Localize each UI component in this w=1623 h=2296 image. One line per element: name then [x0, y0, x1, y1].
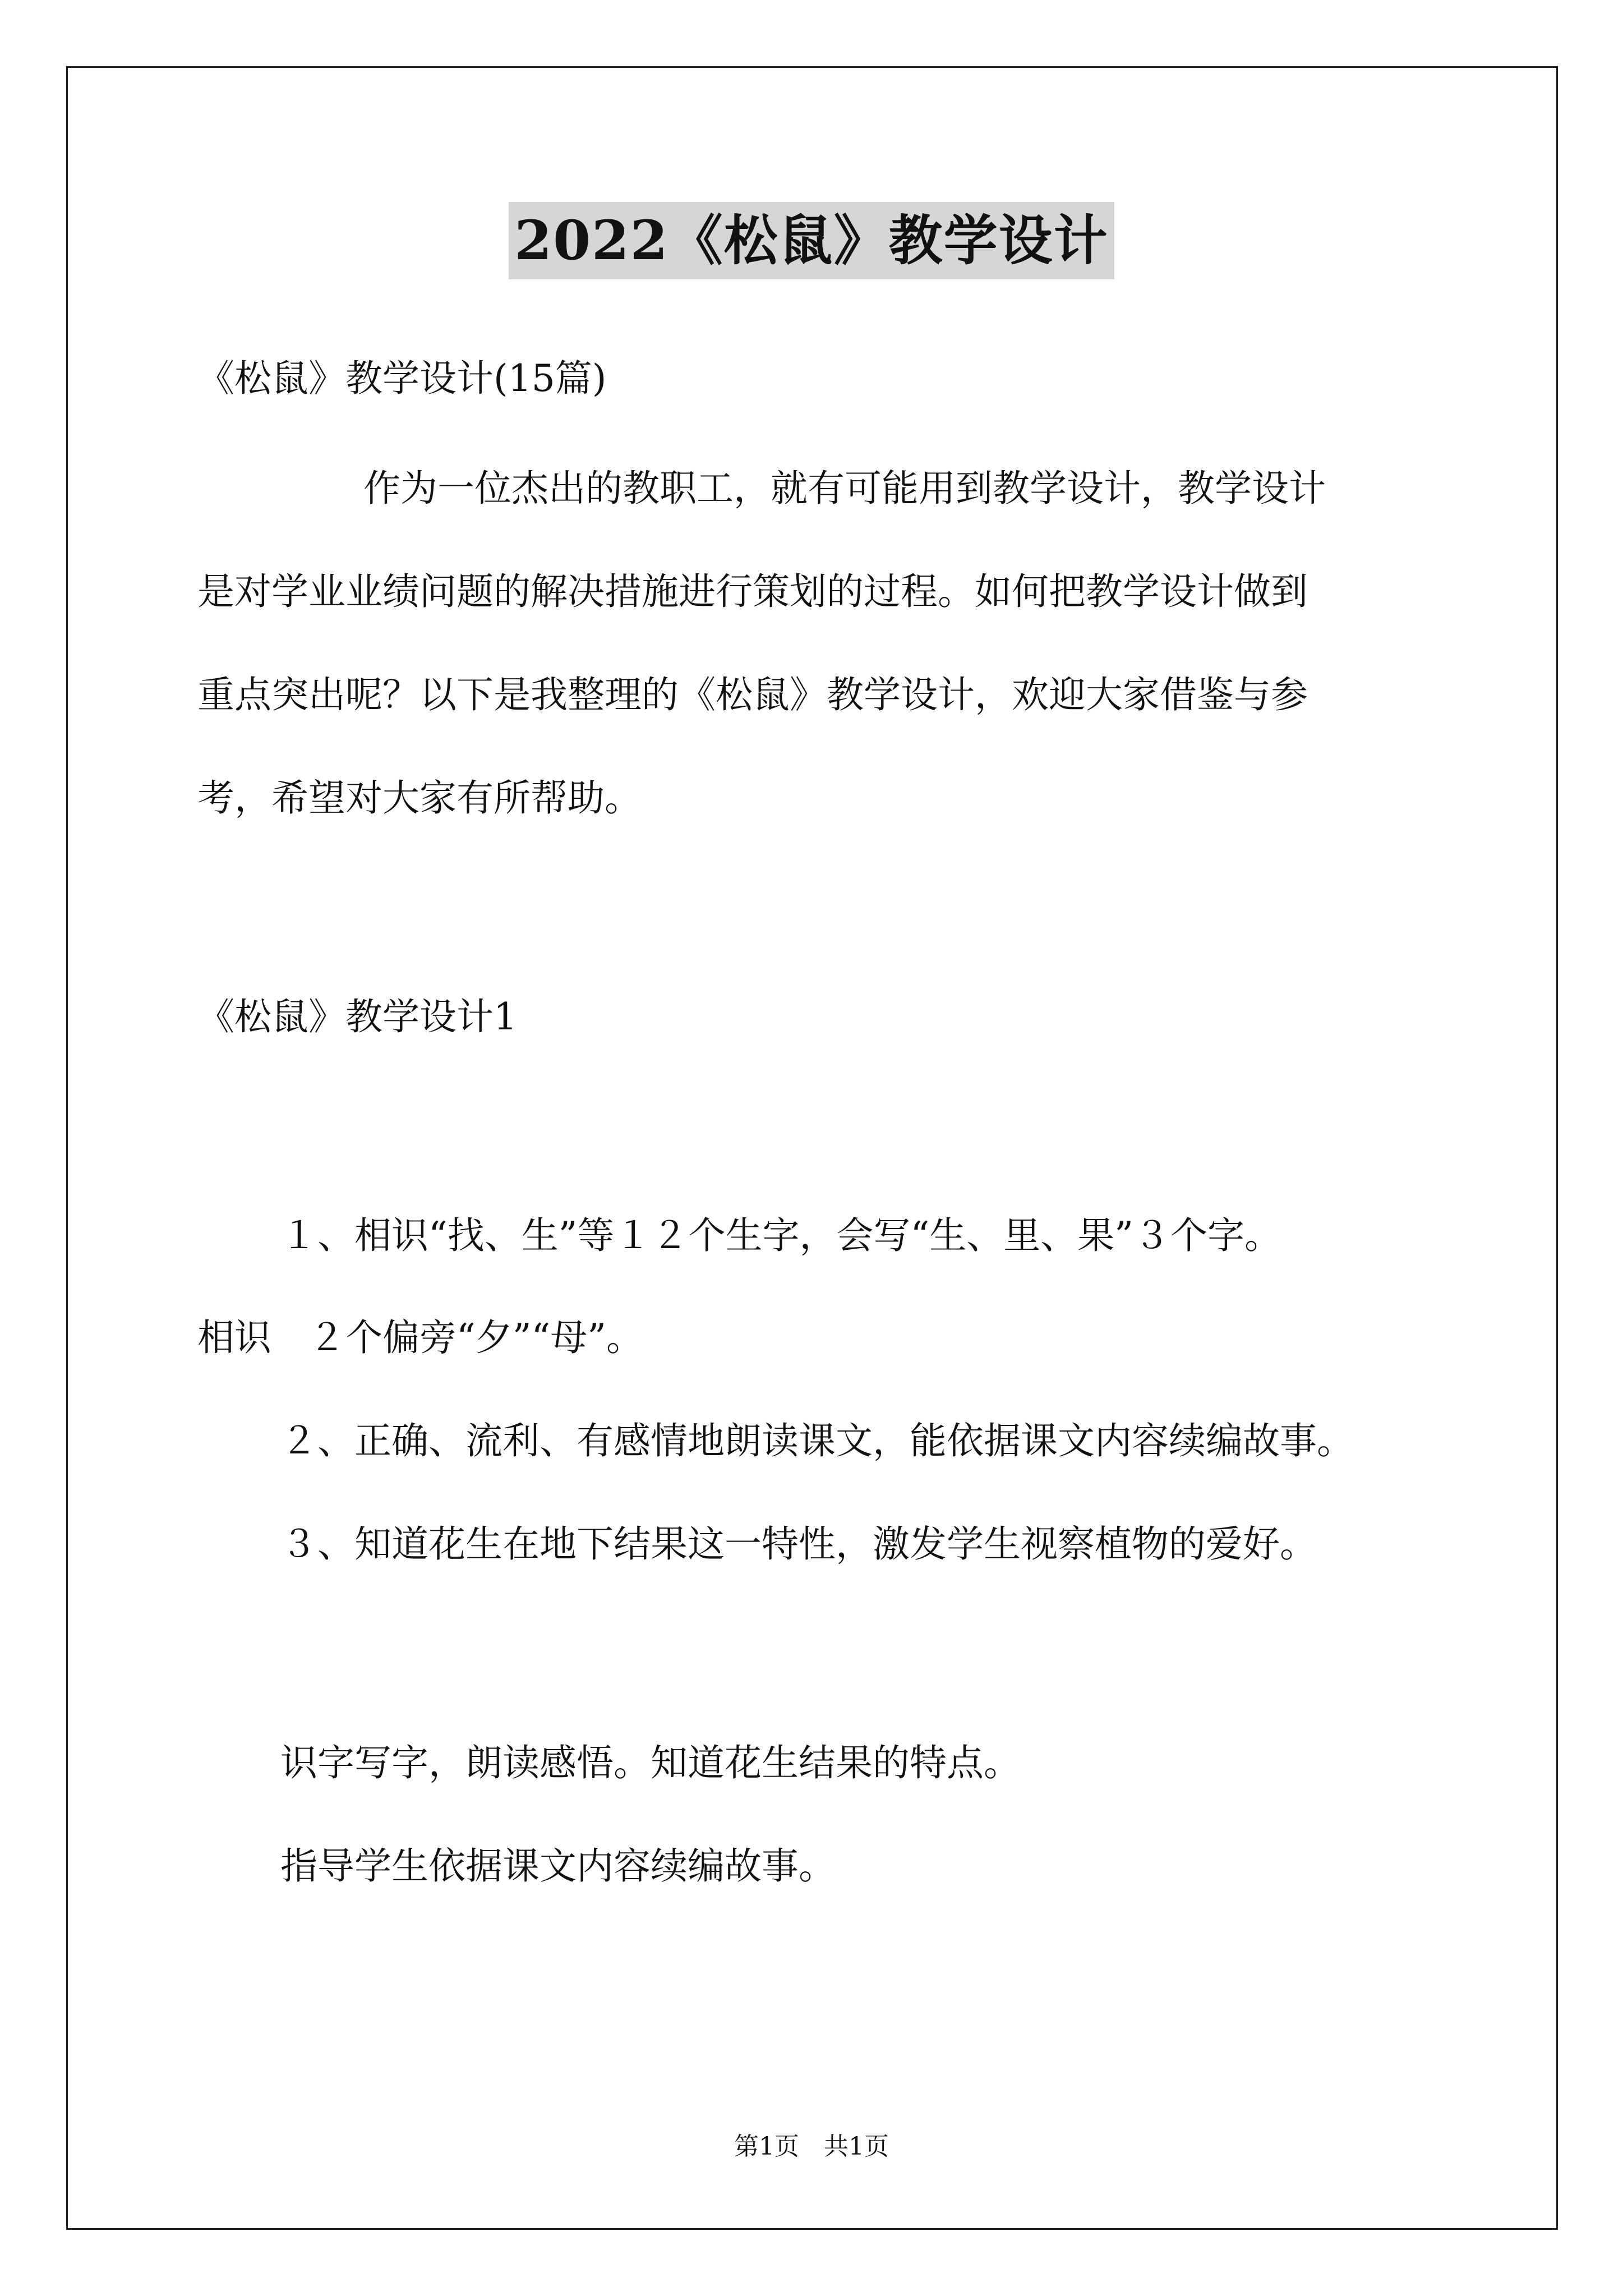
- intro-line-2: 是对学业业绩问题的解决措施进行策划的过程。如何把教学设计做到: [197, 570, 1308, 613]
- goal-line-1: １、相识“找、生”等１２个生字，会写“生、里、果”３个字。: [280, 1214, 1281, 1257]
- goal-line-4: ３、知道花生在地下结果这一特性，激发学生视察植物的爱好。: [280, 1522, 1317, 1566]
- document-title: 2022《松鼠》教学设计: [509, 202, 1114, 279]
- goal-line-3: ２、正确、流利、有感情地朗读课文，能依据课文内容续编故事。: [280, 1419, 1354, 1462]
- intro-line-3: 重点突出呢？以下是我整理的《松鼠》教学设计，欢迎大家借鉴与参: [197, 673, 1308, 716]
- goal-line-2: 相识 ２个偏旁“夕”“母”。: [197, 1316, 643, 1359]
- key-point-1: 识字写字，朗读感悟。知道花生结果的特点。: [280, 1741, 1021, 1784]
- intro-line-4: 考，希望对大家有所帮助。: [197, 776, 642, 820]
- intro-line-1: 作为一位杰出的教职工，就有可能用到教学设计，教学设计: [363, 467, 1326, 510]
- section-heading: 《松鼠》教学设计1: [197, 995, 517, 1038]
- key-point-2: 指导学生依据课文内容续编故事。: [280, 1844, 836, 1888]
- page-footer: 第1页 共1页: [734, 2132, 889, 2161]
- title-block: [0, 202, 1623, 279]
- document-subtitle: 《松鼠》教学设计(15篇): [197, 357, 607, 400]
